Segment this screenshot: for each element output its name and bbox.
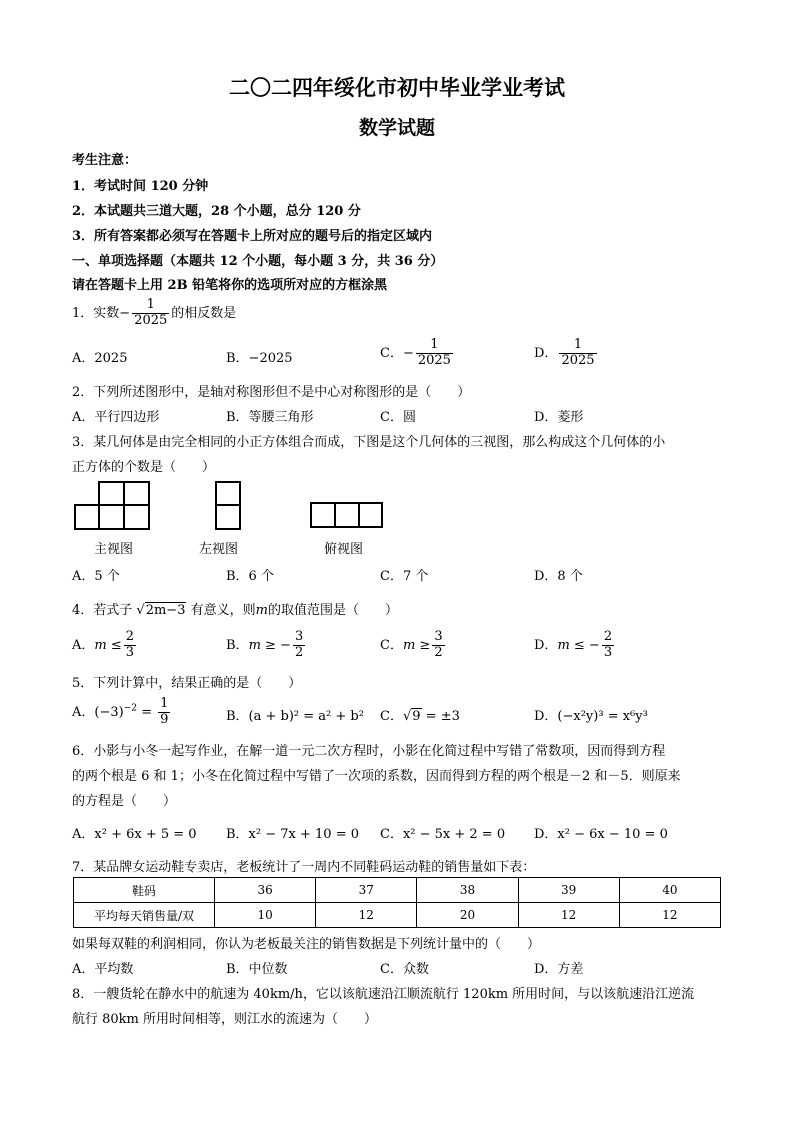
- question-6-line-1: 6．小影与小冬一起写作业，在解一道一元二次方程时，小影在化简过程中写错了常数项，因而得到方程: [72, 744, 666, 759]
- radicand: 2m−3: [145, 603, 186, 618]
- q6-option-a: A．x² + 6x + 5 = 0: [72, 827, 197, 842]
- front-view-figure: [74, 481, 152, 531]
- q7-option-a: A．平均数: [72, 962, 134, 977]
- top-view-label: 俯视图: [324, 542, 364, 557]
- q7-option-c: C．众数: [380, 962, 429, 977]
- question-8-line-1: 8．一艘货轮在静水中的航速为 40km/h，它以该航速沿江顺流航行 120km 所用时间，与以该航速沿江逆流: [72, 987, 695, 1002]
- page-title: 二〇二四年绥化市初中毕业学业考试: [229, 75, 565, 100]
- question-5-stem: 5．下列计算中，结果正确的是（ ）: [72, 676, 302, 691]
- table-row: [74, 903, 721, 928]
- table-cell: 20: [417, 903, 518, 928]
- q5-option-d: D．(−x²y)³ = x⁶y³: [534, 709, 648, 724]
- q3-option-c: C．7 个: [380, 569, 429, 584]
- table-cell: 鞋码: [74, 878, 215, 903]
- q2-option-b: B．等腰三角形: [226, 410, 314, 425]
- q1-option-d: D． $\frac{1}{2025}$: [534, 337, 595, 368]
- q6-option-d: D．x² − 6x − 10 = 0: [534, 827, 668, 842]
- page-subtitle: 数学试题: [358, 117, 435, 139]
- q4-option-c: C．m ≥ $\frac{3}{2}$: [380, 629, 443, 660]
- table-cell: 10: [215, 903, 316, 928]
- table-cell: 38: [417, 878, 518, 903]
- table-cell: 37: [316, 878, 417, 903]
- question-7-stem: 7．某品牌女运动鞋专卖店，老板统计了一周内不同鞋码运动鞋的销售量如下表：: [72, 860, 536, 875]
- question-8-line-2: 航行 80km 所用时间相等，则江水的流速为（ ）: [72, 1012, 378, 1027]
- q6-option-b: B．x² − 7x + 10 = 0: [226, 827, 359, 842]
- table-cell: 40: [619, 878, 720, 903]
- table-cell: 39: [518, 878, 619, 903]
- fraction: $\frac{1}{2025}$: [134, 297, 168, 328]
- q3-option-b: B．6 个: [226, 569, 274, 584]
- question-6-line-2: 的两个根是 6 和 1；小冬在化简过程中写错了一次项的系数，因而得到方程的两个根是－2 和－5．则原来: [72, 769, 681, 784]
- question-1-stem: 1．实数− $\frac{1}{2025}$ 的相反数是: [72, 297, 237, 328]
- section-heading: 一、单项选择题（本题共 12 个小题，每小题 3 分，共 36 分）: [72, 254, 444, 269]
- q4-option-a: A．m ≤ $\frac{2}{3}$: [72, 629, 135, 660]
- notice-heading: 考生注意：: [72, 153, 138, 168]
- q7-option-b: B．中位数: [226, 962, 288, 977]
- notice-item-1: 1．考试时间 120 分钟: [72, 179, 209, 194]
- question-7-question: 如果每双鞋的利润相同，你认为老板最关注的销售数据是下列统计量中的（ ）: [72, 937, 541, 952]
- table-cell: 12: [619, 903, 720, 928]
- q5-option-c: C．√9 = ±3: [380, 709, 460, 724]
- left-view-label: 左视图: [199, 542, 239, 557]
- top-view-figure: [310, 502, 384, 530]
- table-row: [74, 878, 721, 903]
- q2-option-a: A．平行四边形: [72, 410, 160, 425]
- q2-option-c: C．圆: [380, 410, 416, 425]
- left-view-figure: [215, 481, 243, 531]
- q5-option-a: A．$(-3)^{-2}$ = $\frac{1}{9}$: [72, 696, 169, 727]
- front-view-label: 主视图: [94, 542, 134, 557]
- q4-option-d: D．m ≤ − $\frac{2}{3}$: [534, 629, 613, 660]
- q2-option-d: D．菱形: [534, 410, 584, 425]
- table-cell: 36: [215, 878, 316, 903]
- notice-item-3: 3．所有答案都必须写在答题卡上所对应的题号后的指定区域内: [72, 229, 433, 244]
- q3-option-a: A．5 个: [72, 569, 120, 584]
- q6-option-c: C．x² − 5x + 2 = 0: [380, 827, 506, 842]
- notice-item-2: 2．本试题共三道大题，28 个小题，总分 120 分: [72, 204, 361, 219]
- sales-table: [73, 877, 721, 928]
- question-6-line-3: 的方程是（ ）: [72, 794, 177, 809]
- section-instruction: 请在答题卡上用 2B 铅笔将你的选项所对应的方框涂黑: [72, 278, 388, 293]
- table-cell: 12: [518, 903, 619, 928]
- table-cell: 12: [316, 903, 417, 928]
- q1-option-a: A．2025: [72, 351, 128, 366]
- question-3-stem-1: 3．某几何体是由完全相同的小正方体组合而成，下图是这个几何体的三视图，那么构成这个几何体的小: [72, 435, 666, 450]
- question-2-stem: 2．下列所述图形中，是轴对称图形但不是中心对称图形的是（ ）: [72, 385, 471, 400]
- q1-option-c: C．− $\frac{1}{2025}$: [380, 337, 451, 368]
- q7-option-d: D．方差: [534, 962, 584, 977]
- q5-option-b: B．(a + b)² = a² + b²: [226, 709, 364, 724]
- question-3-stem-2: 正方体的个数是（ ）: [72, 460, 216, 475]
- q4-option-b: B．m ≥ − $\frac{3}{2}$: [226, 629, 304, 660]
- question-4-stem: 4．若式子 √2m−3 有意义，则m的取值范围是（ ）: [72, 603, 398, 618]
- q1-option-b: B．−2025: [226, 351, 293, 366]
- q3-option-d: D．8 个: [534, 569, 583, 584]
- table-cell: 平均每天销售量/双: [74, 903, 215, 928]
